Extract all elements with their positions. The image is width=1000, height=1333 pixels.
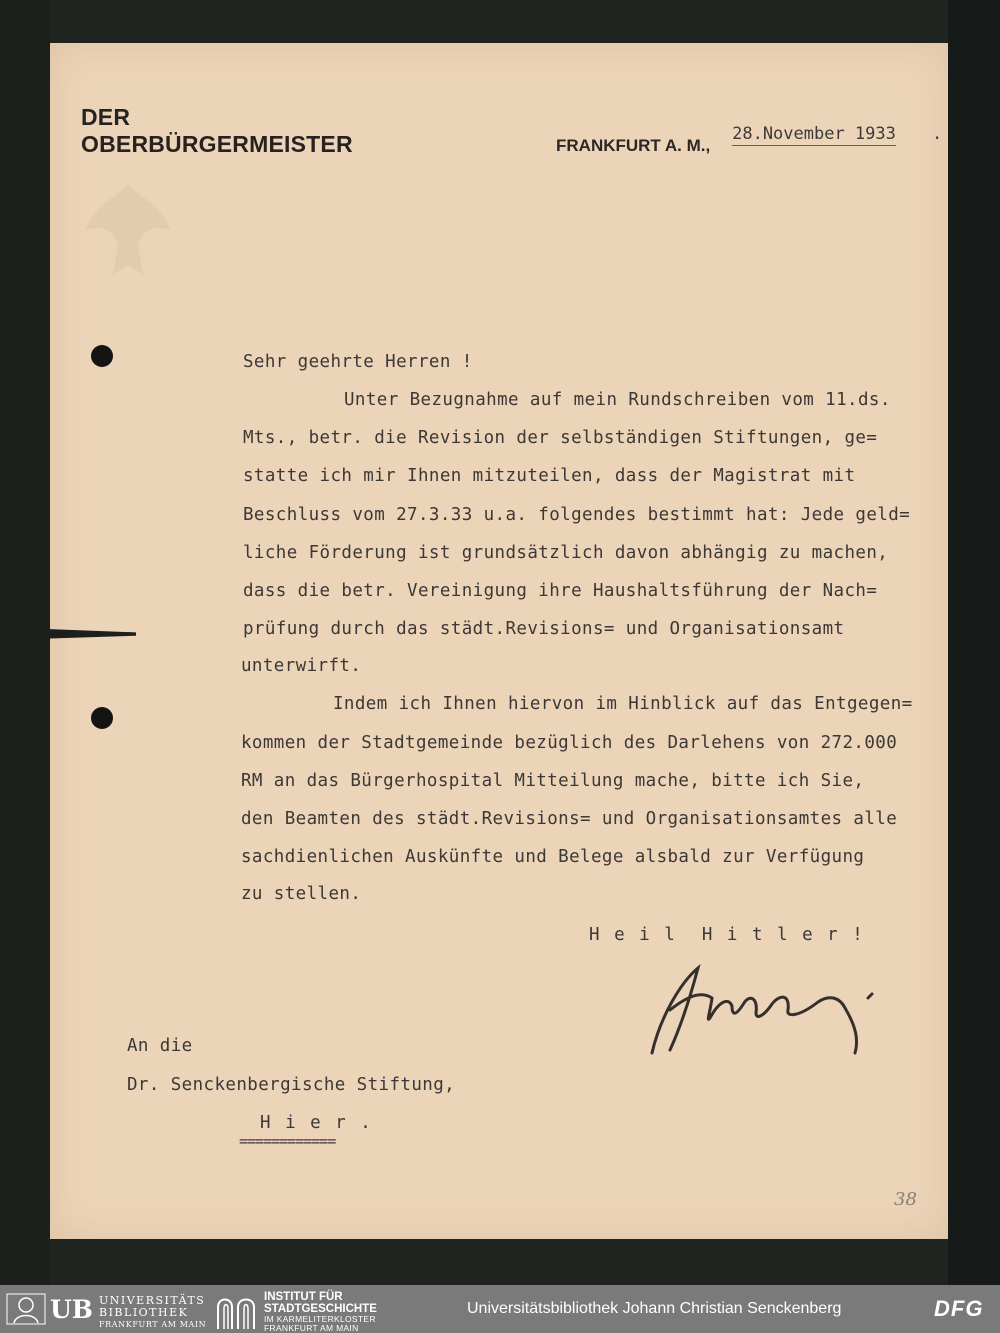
scan-background-left — [0, 0, 50, 1285]
body-line: Mts., betr. die Revision der selbständigen Stiftungen, ge= — [243, 428, 878, 448]
body-line: sachdienlichen Auskünfte und Belege alsbald zur Verfügung — [241, 847, 865, 867]
isg-line-1: INSTITUT FÜR — [264, 1291, 343, 1303]
isg-line-2: STADTGESCHICHTE — [264, 1303, 377, 1315]
address-line: Dr. Senckenbergische Stiftung, — [127, 1075, 456, 1095]
salutation: Sehr geehrte Herren ! — [243, 352, 473, 372]
punch-hole-bottom — [91, 707, 113, 729]
ub-line-2: BIBLIOTHEK — [99, 1306, 189, 1319]
ub-line-1: UNIVERSITÄTS — [99, 1294, 206, 1307]
letterhead-line-1: DER — [81, 104, 131, 130]
date-period: . — [932, 124, 943, 144]
page-number: 38 — [894, 1189, 917, 1210]
address-line: An die — [127, 1036, 193, 1056]
footer-bar — [0, 1285, 1000, 1333]
body-line: dass die betr. Vereinigung ihre Haushaltsführung der Nach= — [243, 581, 878, 601]
ub-logo — [6, 1293, 96, 1325]
body-line: liche Förderung ist grundsätzlich davon abhängig zu machen, — [243, 543, 889, 563]
ub-line-3: FRANKFURT AM MAIN — [99, 1320, 207, 1329]
ub-emblem-icon — [6, 1293, 46, 1325]
dfg-logo: DFG — [934, 1296, 984, 1321]
handwritten-signature — [640, 958, 890, 1068]
body-line: RM an das Bürgerhospital Mitteilung mache, bitte ich Sie, — [241, 771, 865, 791]
letterhead — [81, 104, 353, 158]
body-line: zu stellen. — [241, 884, 362, 904]
body-line: Indem ich Ihnen hiervon im Hinblick auf das Entgegen= — [333, 694, 913, 714]
body-line: unterwirft. — [241, 656, 362, 676]
punch-hole-top — [91, 345, 113, 367]
body-line: Unter Bezugnahme auf mein Rundschreiben vom 11.ds. — [344, 390, 891, 410]
eagle-watermark — [78, 175, 178, 285]
ub-abbreviation: UB — [50, 1295, 93, 1324]
closing: H e i l H i t l e r ! — [589, 925, 865, 945]
isg-line-4: FRANKFURT AM MAIN — [264, 1323, 359, 1333]
body-line: prüfung durch das städt.Revisions= und Organisationsamt — [243, 619, 845, 639]
isg-line-3: IM KARMELITERKLOSTER — [264, 1314, 376, 1324]
body-line: Beschluss vom 27.3.33 u.a. folgendes bestimmt hat: Jede geld= — [243, 505, 911, 525]
isg-name — [264, 1291, 377, 1333]
library-name-link[interactable]: Universitätsbibliothek Johann Christian Senckenberg — [467, 1300, 842, 1317]
body-line: kommen der Stadtgemeinde bezüglich des Darlehens von 272.000 — [241, 733, 898, 753]
isg-arches-icon — [214, 1293, 258, 1329]
body-line: den Beamten des städt.Revisions= und Organisationsamtes alle — [241, 809, 898, 829]
address-underline: ============ — [239, 1132, 336, 1150]
scan-background-right — [948, 0, 1000, 1285]
letter-date: 28.November 1933 — [732, 124, 896, 144]
body-line: statte ich mir Ihnen mitzuteilen, dass der Magistrat mit — [243, 466, 856, 486]
ub-name — [99, 1295, 206, 1331]
address-line: H i e r . — [260, 1113, 373, 1133]
place-label: FRANKFURT A. M., — [556, 136, 711, 155]
letterhead-line-2: OBERBÜRGERMEISTER — [81, 131, 353, 157]
